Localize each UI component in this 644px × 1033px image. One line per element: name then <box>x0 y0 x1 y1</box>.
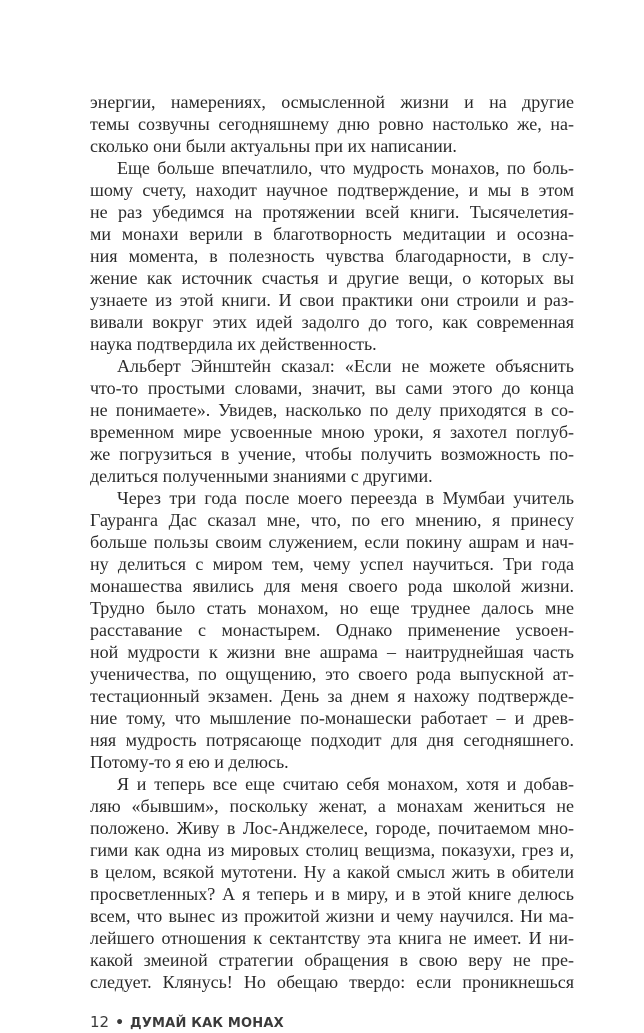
text-line: Я и теперь все еще считаю себя монахом, хотя и добав- <box>117 774 574 794</box>
text-line: темы созвучны сегодняшнему дню ровно настолько же, на- <box>90 114 574 134</box>
page-number: 12 <box>90 1013 110 1031</box>
page-footer <box>90 1013 574 1033</box>
text-line: не понимаете». Увидев, насколько по делу приходятся в со- <box>90 400 574 420</box>
text-line: ние тому, что мышление по-монашески работает – и древ- <box>90 708 574 728</box>
paragraph <box>90 91 574 157</box>
text-line: узнаете из этой книги. И свои практики они строили и раз- <box>90 290 574 310</box>
text-line: делиться полученными знаниями с другими. <box>90 466 433 486</box>
text-line: энергии, намерениях, осмысленной жизни и на другие <box>90 92 574 112</box>
text-line: какой змеиной стратегии обращения в свою веру не пре- <box>90 950 574 970</box>
text-line: положено. Живу в Лос-Анджелесе, городе, почитаемом мно- <box>90 818 574 838</box>
text-line: монашества явились для меня своего рода школой жизни. <box>90 576 574 596</box>
text-line: ляю «бывшим», поскольку женат, а монахам жениться не <box>90 796 574 816</box>
paragraph <box>90 487 574 773</box>
text-line: ми монахи верили в благотворность медитации и осозна- <box>90 224 574 244</box>
text-line: вивали вокруг этих идей задолго до того, как современная <box>90 312 574 332</box>
text-line: жение как источник счастья и другие вещи, о которых вы <box>90 268 574 288</box>
text-line: ной мудрости к жизни вне ашрама – наитруднейшая часть <box>90 642 574 662</box>
text-line: Гауранга Дас сказал мне, что, по его мнению, я принесу <box>90 510 574 530</box>
text-line: шому счету, находит научное подтверждение, и мы в этом <box>90 180 574 200</box>
text-line: что-то простыми словами, значит, вы сами этого до конца <box>90 378 574 398</box>
text-line: просветленных? А я теперь и в миру, и в этой книге делюсь <box>90 884 574 904</box>
text-line: Трудно было стать монахом, но еще труднее далось мне <box>90 598 574 618</box>
page-body-text <box>90 91 574 993</box>
text-line: Альберт Эйнштейн сказал: «Если не можете объяснить <box>117 356 574 376</box>
footer-separator: • <box>115 1015 125 1031</box>
text-line: в целом, всякой мутотени. Ну а какой смысл жить в обители <box>90 862 574 882</box>
paragraph <box>90 355 574 487</box>
text-line: временном мире усвоенные мною уроки, я захотел поглуб- <box>90 422 574 442</box>
text-line: сколько они были актуальны при их написании. <box>90 136 457 156</box>
text-line: гими как одна из мировых столиц вещизма, показухи, грез и, <box>90 840 574 860</box>
text-line: наука подтвердила их действенность. <box>90 334 377 354</box>
text-line: Потому-то я ею и делюсь. <box>90 752 289 772</box>
text-line: ния момента, в полезность чувства благодарности, в слу- <box>90 246 574 266</box>
text-line: всем, что вынес из прожитой жизни и чему научился. Ни ма- <box>90 906 574 926</box>
text-line: же погрузиться в учение, чтобы получить возможность по- <box>90 444 574 464</box>
text-line: больше пользы своим служением, если покину ашрам и нач- <box>90 532 574 552</box>
text-line: Еще больше впечатлило, что мудрость монахов, по боль- <box>117 158 574 178</box>
paragraph <box>90 157 574 355</box>
text-line: лейшего отношения к сектантству эта книга не имеет. И ни- <box>90 928 574 948</box>
text-line: няя мудрость потрясающе подходит для дня сегодняшнего. <box>90 730 574 750</box>
text-line: Через три года после моего переезда в Мумбаи учитель <box>117 488 574 508</box>
text-line: не раз убедимся на протяжении всей книги. Тысячелетия- <box>90 202 574 222</box>
text-line: расставание с монастырем. Однако применение усвоен- <box>90 620 574 640</box>
text-line: тестационный экзамен. День за днем я нахожу подтвержде- <box>90 686 574 706</box>
text-line: следует. Клянусь! Но обещаю твердо: если проникнешься <box>90 972 574 992</box>
paragraph <box>90 773 574 993</box>
page <box>90 91 574 1033</box>
text-line: ну делиться с миром тем, чему успел научиться. Три года <box>90 554 574 574</box>
running-title: ДУМАЙ КАК МОНАХ <box>130 1016 284 1031</box>
text-line: ученичества, по ощущению, это своего рода выпускной ат- <box>90 664 574 684</box>
